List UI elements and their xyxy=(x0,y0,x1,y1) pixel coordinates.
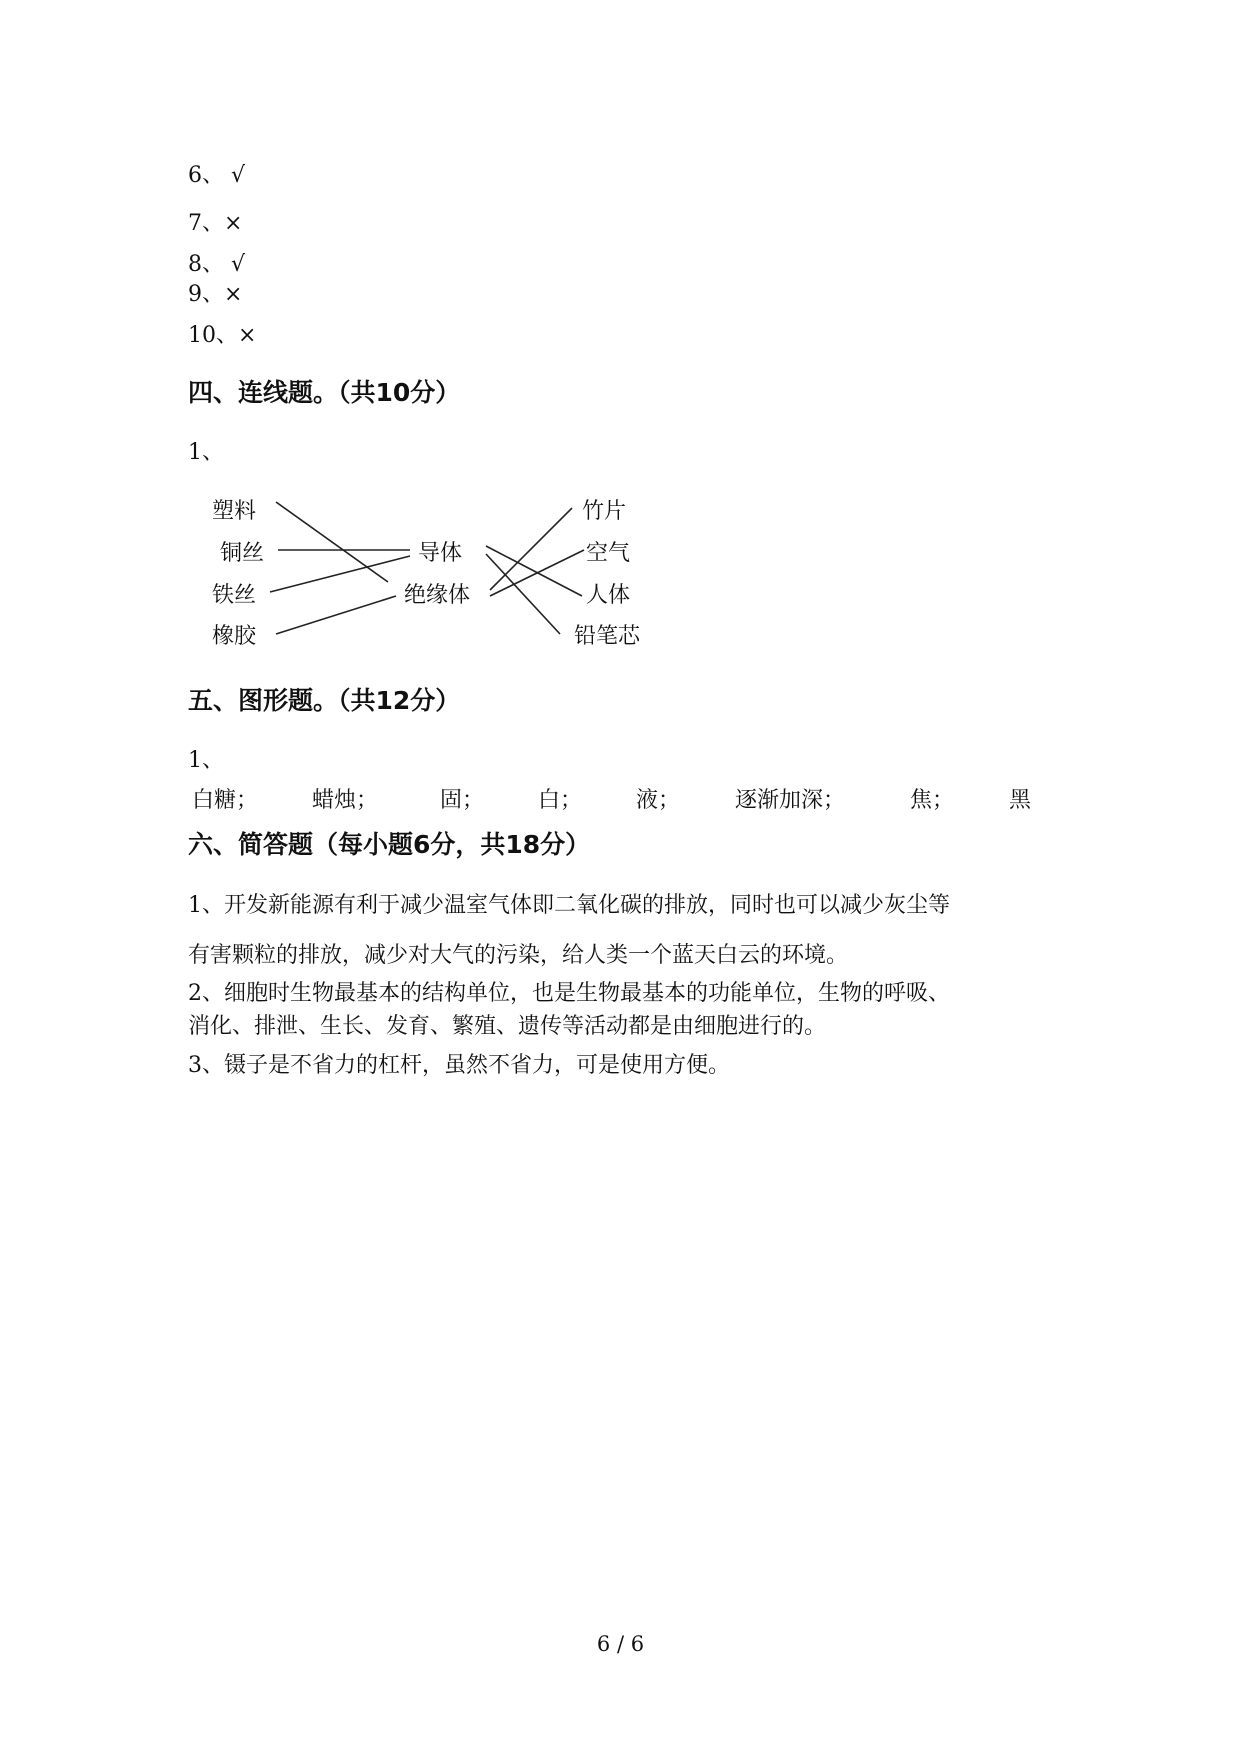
section6-line-1: 1、开发新能源有利于减少温室气体即二氧化碳的排放，同时也可以减少灰尘等 xyxy=(188,893,950,918)
section6-line-4: 消化、排泄、生长、发育、繁殖、遗传等活动都是由细胞进行的。 xyxy=(188,1014,827,1039)
section6-line-2: 有害颗粒的排放，减少对大气的污染，给人类一个蓝天白云的环境。 xyxy=(188,943,849,968)
section6-line-5: 3、镊子是不省力的杠杆，虽然不省力，可是使用方便。 xyxy=(188,1053,730,1078)
right-item-air: 空气 xyxy=(586,541,631,566)
line-conductor-human-body xyxy=(486,546,582,596)
left-item-copper-wire: 铜丝 xyxy=(220,541,265,566)
middle-item-insulator: 绝缘体 xyxy=(404,583,471,608)
left-item-iron-wire: 铁丝 xyxy=(212,583,257,608)
answer-liquid: 液； xyxy=(636,788,681,813)
answer-10: 10、× xyxy=(188,323,257,348)
section5-item-number: 1、 xyxy=(188,748,224,773)
answer-9: 9、× xyxy=(188,282,243,307)
line-iron-conductor xyxy=(270,556,410,592)
right-item-bamboo: 竹片 xyxy=(582,499,627,524)
section4-heading: 四、连线题。（共10分） xyxy=(188,378,461,407)
answer-gradually-darken: 逐渐加深； xyxy=(735,788,846,813)
line-plastic-insulator xyxy=(276,502,388,582)
answer-7: 7、× xyxy=(188,211,243,236)
answer-white: 白； xyxy=(538,788,583,813)
line-insulator-bamboo xyxy=(490,508,572,590)
section5-heading: 五、图形题。（共12分） xyxy=(188,686,461,715)
answer-candle: 蜡烛； xyxy=(312,788,379,813)
answer-8: 8、 √ xyxy=(188,252,246,277)
right-item-human-body: 人体 xyxy=(586,583,631,608)
section6-heading: 六、简答题（每小题6分，共18分） xyxy=(188,830,591,859)
answer-sugar: 白糖； xyxy=(192,788,259,813)
page-number: 6 / 6 xyxy=(596,1632,645,1656)
matching-diagram xyxy=(200,488,680,658)
left-item-plastic: 塑料 xyxy=(212,499,257,524)
line-rubber-insulator xyxy=(276,596,396,634)
answer-6: 6、 √ xyxy=(188,163,246,188)
section6-line-3: 2、细胞时生物最基本的结构单位，也是生物最基本的功能单位，生物的呼吸、 xyxy=(188,981,950,1006)
left-item-rubber: 橡胶 xyxy=(212,624,257,649)
middle-item-conductor: 导体 xyxy=(418,541,463,566)
answer-burnt: 焦； xyxy=(910,788,955,813)
right-item-pencil-lead: 铅笔芯 xyxy=(574,624,641,649)
answer-solid: 固； xyxy=(440,788,485,813)
section4-item-number: 1、 xyxy=(188,440,224,465)
answer-black: 黑 xyxy=(1009,788,1032,813)
